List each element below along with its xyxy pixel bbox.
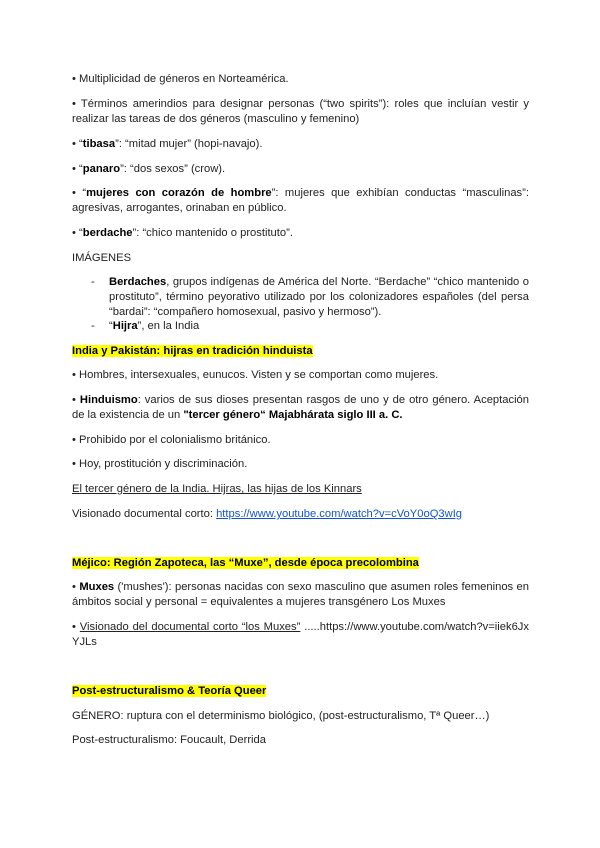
term-berdache: berdache xyxy=(82,227,133,239)
sub-item-text: ”, en la India xyxy=(137,320,200,332)
bullet-hombres: • Hombres, intersexuales, eunucos. Visten y se comportan como mujeres. xyxy=(72,369,439,381)
sub-item-berdaches xyxy=(109,275,529,320)
bullet-prefix: • xyxy=(72,581,80,593)
term-panaro: panaro xyxy=(82,163,121,175)
sub-item-hijra xyxy=(109,319,529,334)
youtube-link[interactable]: https://www.youtube.com/watch?v=cVoY0oQ3wIg xyxy=(216,508,463,520)
term-definition: : varios de sus dioses presentan rasgos de uno y de otro género. Aceptación de la existencia de un xyxy=(72,394,529,421)
bullet-muxes-video xyxy=(72,620,529,650)
section-heading-text: Méjico: Región Zapoteca, las “Muxe”, desde época precolombina xyxy=(72,557,419,569)
bullet-multiplicidad: • Multiplicidad de géneros en Norteamérica. xyxy=(72,73,289,85)
documentary-title-link[interactable]: El tercer género de la India. Hijras, las hijas de los Kinnars xyxy=(72,483,362,495)
term-definition: ”: mujeres que exhibían conductas “masculinas”: agresivas, arrogantes, orinaban en público. xyxy=(72,187,529,214)
bullet-prefix: • “ xyxy=(72,227,83,239)
documentary-title-link[interactable]: Visionado del documental corto “los Muxes” xyxy=(79,621,301,633)
quote-open: “ xyxy=(109,320,113,332)
term-definition: ”: “chico mantenido o prostituto”. xyxy=(132,227,293,239)
section-heading-mejico xyxy=(72,556,529,571)
dash-marker: - xyxy=(91,320,95,332)
bullet-muxes xyxy=(72,580,529,610)
term-muxes: Muxes xyxy=(79,581,115,593)
genero-line: GÉNERO: ruptura con el determinismo biológico, (post-estructuralismo, Tª Queer…) xyxy=(72,710,490,722)
dash-marker: - xyxy=(91,276,95,288)
bullet-prefix: • “ xyxy=(72,187,87,199)
bullet-prefix: • “ xyxy=(72,138,83,150)
term-berdaches: Berdaches xyxy=(109,276,167,288)
section-heading-post xyxy=(72,684,529,699)
bullet-tibasa xyxy=(72,137,529,152)
section-heading-text: Post-estructuralismo & Teoría Queer xyxy=(72,685,267,697)
bullet-panaro xyxy=(72,162,529,177)
term-hijra: Hijra xyxy=(112,320,138,332)
bullet-prefix: • “ xyxy=(72,163,83,175)
term-tibasa: tibasa xyxy=(82,138,116,150)
term-mujeres-corazon: mujeres con corazón de hombre xyxy=(86,187,272,199)
bullet-hinduismo xyxy=(72,393,529,423)
bullet-hoy: • Hoy, prostitución y discriminación. xyxy=(72,458,248,470)
india-documentary-title xyxy=(72,482,529,497)
video-url-text: .....https://www.youtube.com/watch?v=iiek6JxYJLs xyxy=(72,621,529,648)
bullet-prefix: • xyxy=(72,394,80,406)
section-heading-text: India y Pakistán: hijras en tradición hinduista xyxy=(72,345,313,357)
section-heading-india xyxy=(72,344,529,359)
india-video-line xyxy=(72,507,529,522)
term-definition: ”: “dos sexos” (crow). xyxy=(120,163,226,175)
video-label: Visionado documental corto: xyxy=(72,508,217,520)
sub-item-text: , grupos indígenas de América del Norte. “Berdache” “chico mantenido o prostituto”, término peyorativo utilizado por los colonizadores españoles (del persa “bardai”: “compañero homosexual, pasivo y hermoso”). xyxy=(109,276,529,318)
term-hinduismo: Hinduismo xyxy=(79,394,138,406)
term-definition: ”: “mitad mujer” (hopi-navajo). xyxy=(115,138,263,150)
post-estructuralismo-line: Post-estructuralismo: Foucault, Derrida xyxy=(72,734,266,746)
bullet-berdache xyxy=(72,226,529,241)
bullet-mujeres-corazon xyxy=(72,186,529,216)
term-definition: ('mushes'): personas nacidas con sexo masculino que asumen roles femeninos en ámbitos social y personal = equivalentes a mujeres transgénero Los Muxes xyxy=(72,581,529,608)
imagenes-heading: IMÁGENES xyxy=(72,252,132,264)
bullet-prefix: • xyxy=(72,621,80,633)
bullet-two-spirits: • Términos amerindios para designar personas (“two spirits”): roles que incluían vestir y realizar las tareas de dos géneros (masculino y femenino) xyxy=(72,98,529,125)
bullet-prohibido: • Prohibido por el colonialismo británico. xyxy=(72,434,271,446)
tercer-genero-emphasis: "tercer género“ Majabhárata siglo III a. C. xyxy=(183,409,403,421)
